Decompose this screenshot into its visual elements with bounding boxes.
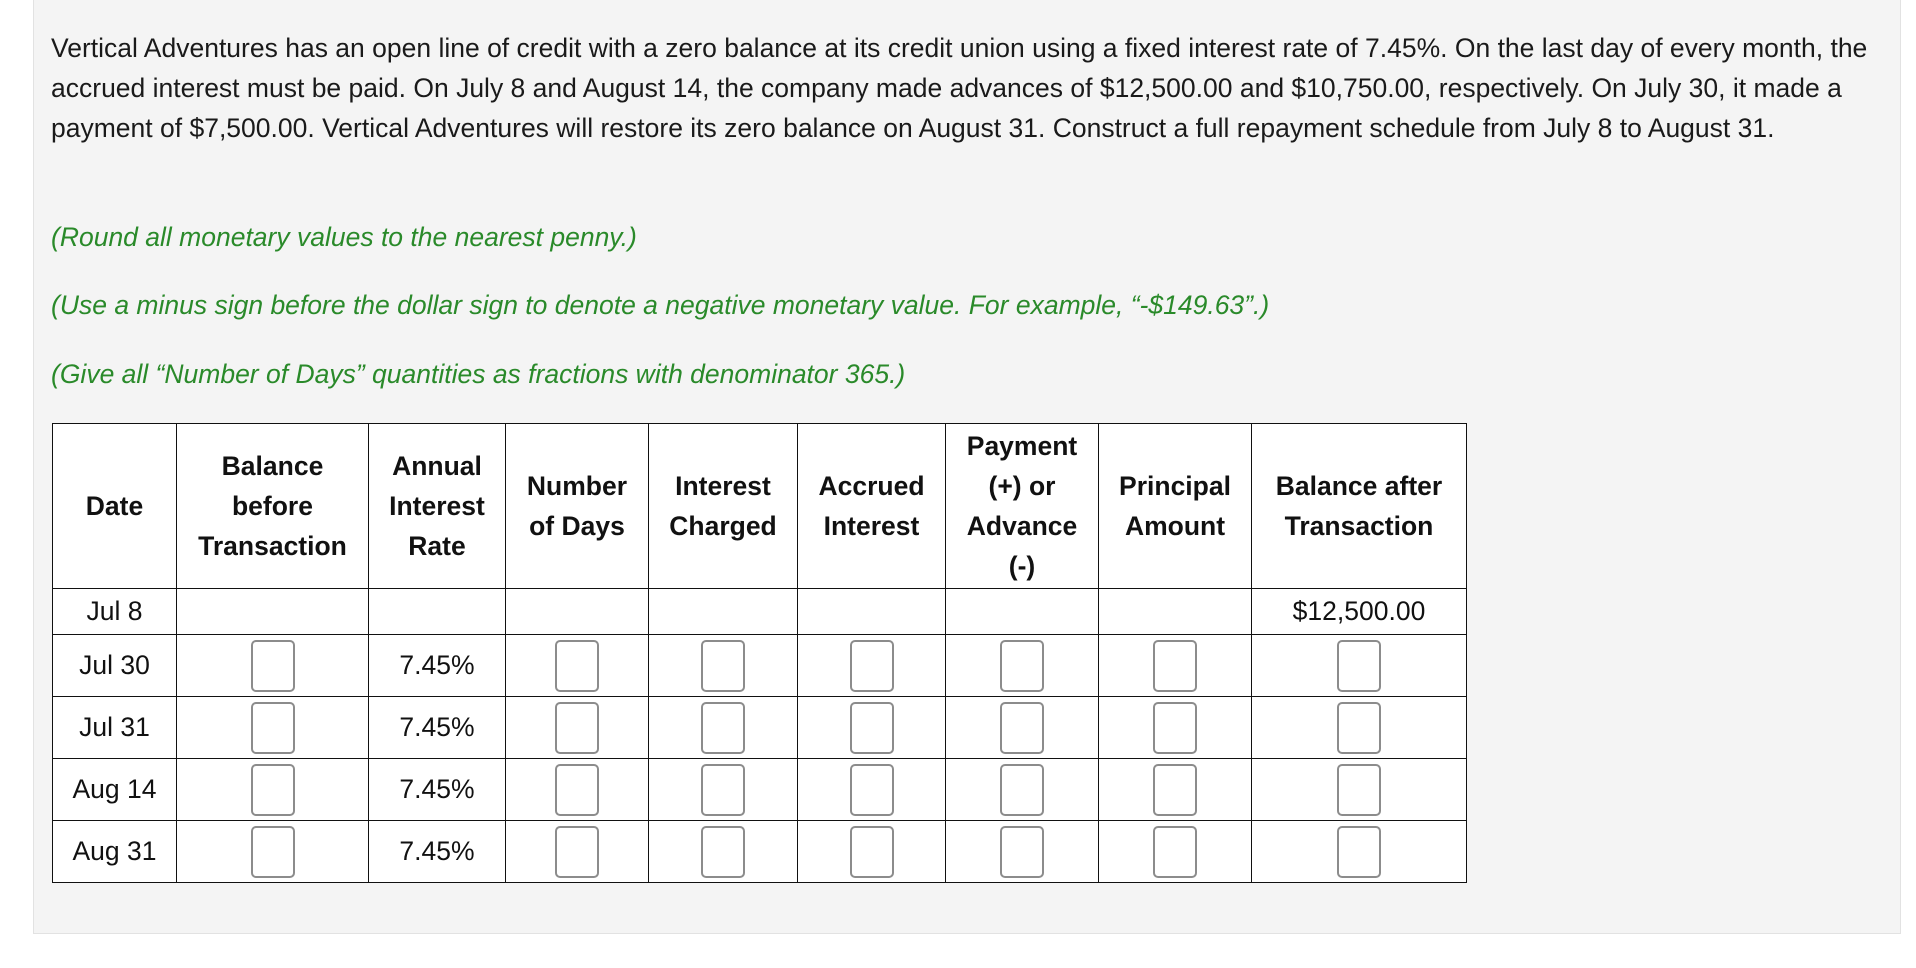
accrued-interest-input[interactable] (850, 640, 894, 692)
interest-charged-cell (649, 635, 798, 697)
principal-amount-input[interactable] (1153, 640, 1197, 692)
principal-cell (1099, 635, 1252, 697)
number-of-days-input[interactable] (555, 826, 599, 878)
balance-before-cell (177, 821, 369, 883)
balance-before-cell (177, 589, 369, 635)
table-row (53, 589, 1467, 635)
payment-advance-cell (946, 635, 1099, 697)
principal-amount-input[interactable] (1153, 702, 1197, 754)
principal-amount-input[interactable] (1153, 826, 1197, 878)
interest-charged-input[interactable] (701, 640, 745, 692)
balance-after-input[interactable] (1337, 826, 1381, 878)
accrued-interest-cell (798, 821, 946, 883)
days-cell (506, 697, 649, 759)
balance-after-cell: $12,500.00 (1252, 589, 1467, 635)
table-row (53, 697, 1467, 759)
days-cell (506, 635, 649, 697)
interest-charged-cell (649, 589, 798, 635)
payment-advance-input[interactable] (1000, 640, 1044, 692)
header-date: Date (53, 424, 177, 589)
number-of-days-input[interactable] (555, 640, 599, 692)
problem-statement: Vertical Adventures has an open line of credit with a zero balance at its credit union using a fixed interest rate of 7.45%. On the last day of every month, the accrued interest must be paid. On July 8 and August 14, the company made advances of $12,500.00 and $10,750.00, respectively. On July 30, it made a payment of $7,500.00. Vertical Adventures will restore its zero balance on August 31. Construct a full repayment schedule from July 8 to August 31. (51, 33, 1868, 143)
accrued-interest-cell (798, 635, 946, 697)
interest-charged-cell (649, 697, 798, 759)
accrued-interest-cell (798, 697, 946, 759)
number-of-days-input[interactable] (555, 764, 599, 816)
payment-advance-cell (946, 697, 1099, 759)
table-row (53, 821, 1467, 883)
minus-sign-instruction: (Use a minus sign before the dollar sign to denote a negative monetary value. For example, “-$149.63”.) (51, 290, 1270, 320)
balance-after-cell (1252, 635, 1467, 697)
accrued-interest-input[interactable] (850, 826, 894, 878)
balance-before-input[interactable] (251, 764, 295, 816)
header-accrued-interest: Accrued Interest (798, 424, 946, 589)
rounding-instruction: (Round all monetary values to the nearest penny.) (51, 222, 637, 252)
balance-after-input[interactable] (1337, 702, 1381, 754)
accrued-interest-cell (798, 589, 946, 635)
payment-advance-input[interactable] (1000, 764, 1044, 816)
header-principal-amount: Principal Amount (1099, 424, 1252, 589)
payment-advance-cell (946, 759, 1099, 821)
payment-advance-input[interactable] (1000, 702, 1044, 754)
balance-before-input[interactable] (251, 640, 295, 692)
repayment-schedule-table (52, 423, 1467, 883)
table-row (53, 635, 1467, 697)
interest-charged-cell (649, 759, 798, 821)
header-row (53, 424, 1467, 589)
accrued-interest-input[interactable] (850, 764, 894, 816)
interest-charged-input[interactable] (701, 702, 745, 754)
date-cell: Jul 8 (53, 589, 177, 635)
table-row (53, 759, 1467, 821)
balance-after-cell (1252, 697, 1467, 759)
principal-amount-input[interactable] (1153, 764, 1197, 816)
header-balance-before: Balance before Transaction (177, 424, 369, 589)
balance-after-input[interactable] (1337, 764, 1381, 816)
header-interest-charged: Interest Charged (649, 424, 798, 589)
header-balance-after: Balance after Transaction (1252, 424, 1467, 589)
principal-cell (1099, 821, 1252, 883)
header-payment-advance: Payment (+) or Advance (-) (946, 424, 1099, 589)
balance-before-input[interactable] (251, 702, 295, 754)
principal-cell (1099, 759, 1252, 821)
balance-before-cell (177, 635, 369, 697)
accrued-interest-input[interactable] (850, 702, 894, 754)
accrued-interest-cell (798, 759, 946, 821)
rate-cell: 7.45% (369, 821, 506, 883)
interest-charged-input[interactable] (701, 826, 745, 878)
rate-cell: 7.45% (369, 635, 506, 697)
interest-charged-cell (649, 821, 798, 883)
days-instruction: (Give all “Number of Days” quantities as fractions with denominator 365.) (51, 359, 906, 389)
principal-cell (1099, 697, 1252, 759)
rate-cell: 7.45% (369, 697, 506, 759)
balance-after-cell (1252, 821, 1467, 883)
payment-advance-input[interactable] (1000, 826, 1044, 878)
date-cell: Aug 14 (53, 759, 177, 821)
date-cell: Jul 31 (53, 697, 177, 759)
days-cell (506, 589, 649, 635)
balance-before-input[interactable] (251, 826, 295, 878)
rate-cell: 7.45% (369, 759, 506, 821)
interest-charged-input[interactable] (701, 764, 745, 816)
rate-cell (369, 589, 506, 635)
principal-cell (1099, 589, 1252, 635)
balance-before-cell (177, 697, 369, 759)
date-cell: Aug 31 (53, 821, 177, 883)
date-cell: Jul 30 (53, 635, 177, 697)
balance-after-input[interactable] (1337, 640, 1381, 692)
number-of-days-input[interactable] (555, 702, 599, 754)
payment-advance-cell (946, 821, 1099, 883)
days-cell (506, 759, 649, 821)
days-cell (506, 821, 649, 883)
balance-after-cell (1252, 759, 1467, 821)
header-annual-rate: Annual Interest Rate (369, 424, 506, 589)
payment-advance-cell (946, 589, 1099, 635)
header-number-of-days: Number of Days (506, 424, 649, 589)
balance-before-cell (177, 759, 369, 821)
